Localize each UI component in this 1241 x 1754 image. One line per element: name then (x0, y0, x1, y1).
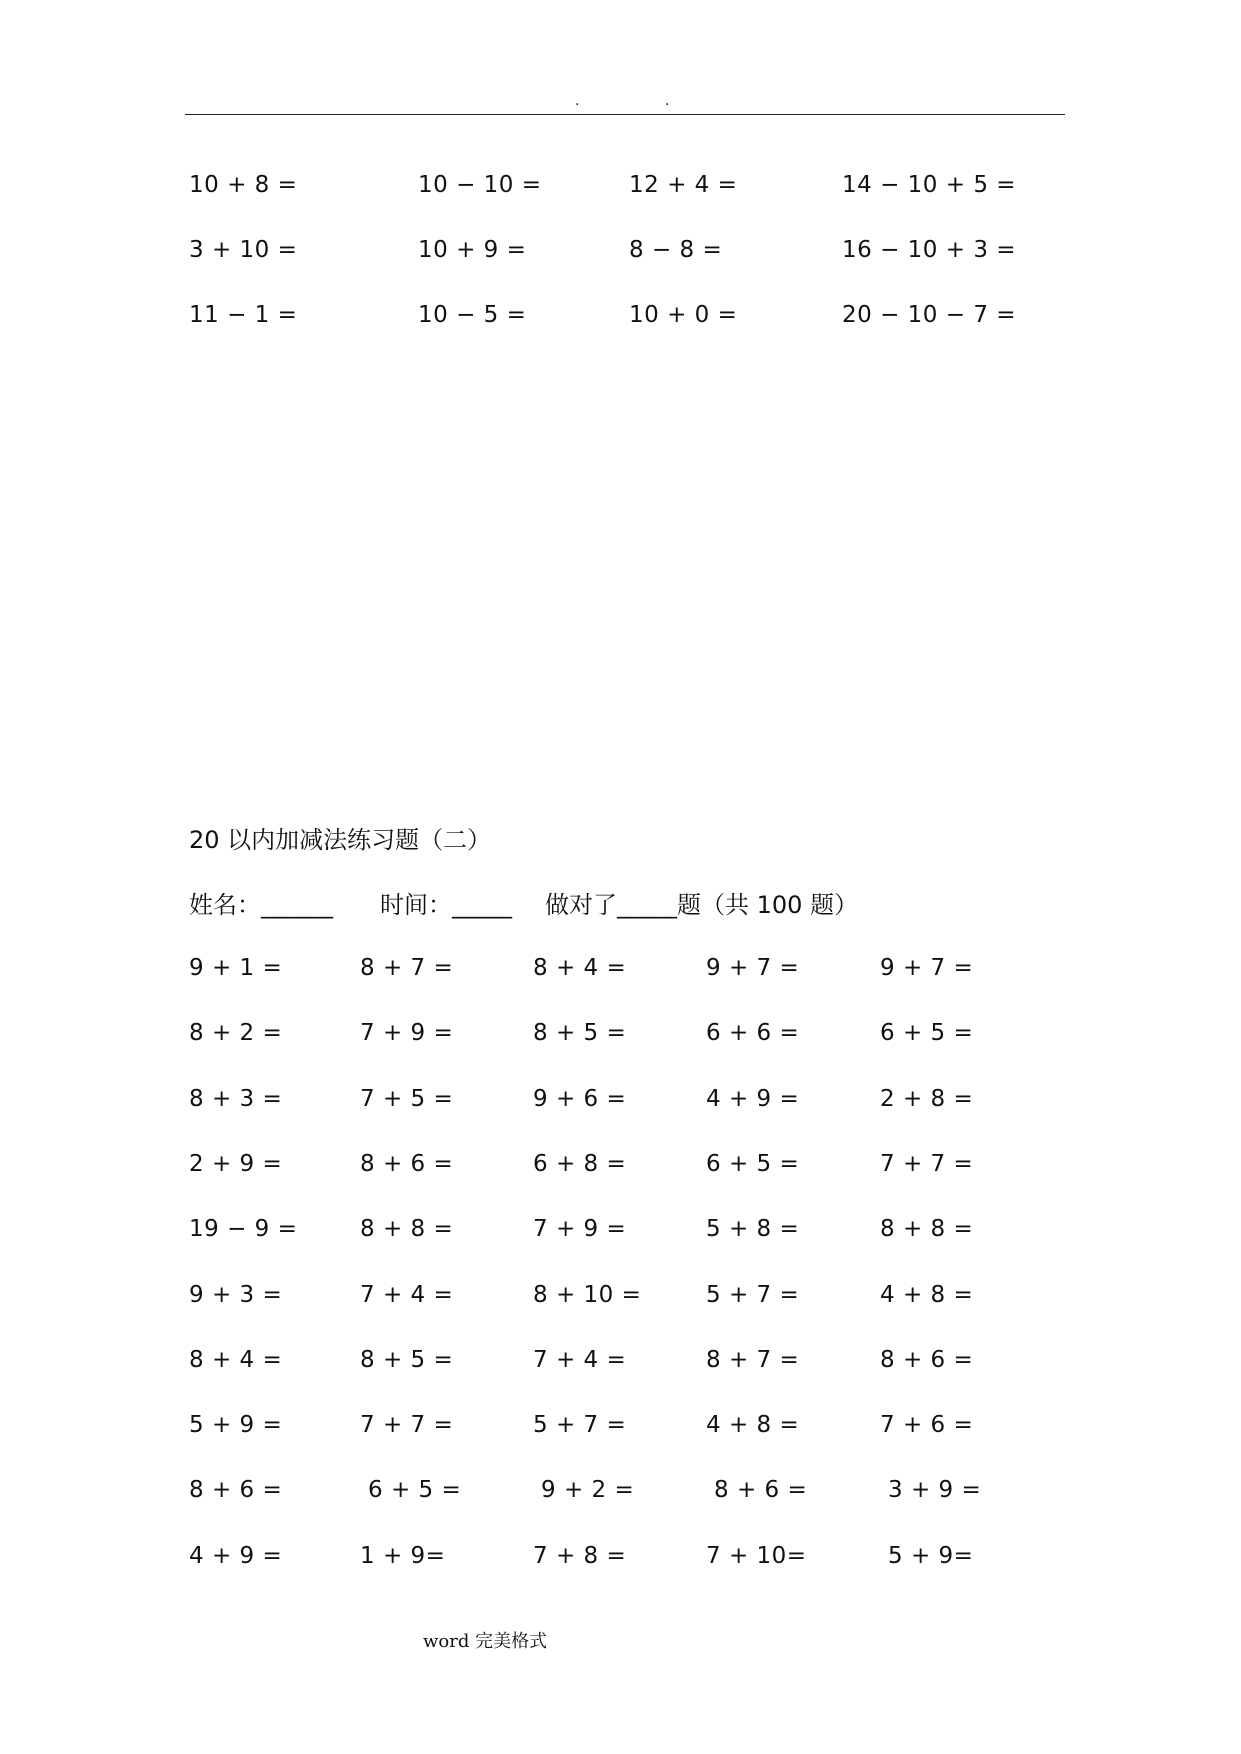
math-problem: 6 + 5 = (880, 1020, 974, 1047)
math-problem: 10 − 10 = (418, 172, 542, 198)
math-problem: 7 + 7 = (360, 1412, 454, 1439)
math-problem: 7 + 4 = (533, 1346, 627, 1373)
math-problem: 20 − 10 − 7 = (842, 302, 1017, 328)
math-problem: 7 + 10= (706, 1542, 807, 1569)
math-problem: 8 − 8 = (629, 237, 723, 263)
header-dot-left: . (575, 93, 580, 109)
header-rule (185, 114, 1065, 115)
math-problem: 8 + 2 = (189, 1020, 283, 1047)
time-field-label: 时间：_____ (380, 891, 512, 919)
math-problem: 8 + 8 = (880, 1216, 974, 1243)
math-problem: 6 + 8 = (533, 1150, 627, 1177)
math-problem: 9 + 3 = (189, 1281, 283, 1308)
footer-text: word 完美格式 (423, 1631, 548, 1652)
math-problem: 7 + 7 = (880, 1150, 974, 1177)
math-problem: 8 + 4 = (533, 955, 627, 981)
header-dot-right: . (665, 93, 670, 109)
math-problem: 9 + 7 = (880, 955, 974, 981)
math-problem: 4 + 9 = (189, 1542, 283, 1569)
math-problem: 8 + 6 = (360, 1150, 454, 1177)
math-problem: 3 + 9 = (888, 1477, 982, 1504)
math-problem: 10 − 5 = (418, 302, 527, 328)
math-problem: 8 + 4 = (189, 1346, 283, 1373)
math-problem: 7 + 8 = (533, 1542, 627, 1569)
math-problem: 2 + 8 = (880, 1085, 974, 1112)
math-problem: 9 + 7 = (706, 955, 800, 981)
math-problem: 11 − 1 = (189, 302, 298, 328)
math-problem: 10 + 9 = (418, 237, 527, 263)
math-problem: 7 + 4 = (360, 1281, 454, 1308)
math-problem: 7 + 6 = (880, 1412, 974, 1439)
math-problem: 8 + 5 = (360, 1346, 454, 1373)
math-problem: 3 + 10 = (189, 237, 298, 263)
section2-title: 20 以内加减法练习题（二） (189, 826, 492, 854)
math-problem: 8 + 6 = (714, 1477, 808, 1504)
math-problem: 9 + 1 = (189, 955, 283, 981)
math-problem: 5 + 8 = (706, 1216, 800, 1243)
math-problem: 8 + 5 = (533, 1020, 627, 1047)
math-problem: 12 + 4 = (629, 172, 738, 198)
math-problem: 8 + 7 = (706, 1346, 800, 1373)
math-problem: 1 + 9= (360, 1542, 446, 1569)
math-problem: 6 + 5 = (368, 1477, 462, 1504)
math-problem: 14 − 10 + 5 = (842, 172, 1017, 198)
math-problem: 7 + 9 = (360, 1020, 454, 1047)
math-problem: 6 + 5 = (706, 1150, 800, 1177)
math-problem: 5 + 7 = (533, 1412, 627, 1439)
name-field-label: 姓名：______ (189, 891, 333, 919)
math-problem: 2 + 9 = (189, 1150, 283, 1177)
math-problem: 8 + 3 = (189, 1085, 283, 1112)
math-problem: 6 + 6 = (706, 1020, 800, 1047)
math-problem: 5 + 7 = (706, 1281, 800, 1308)
math-problem: 7 + 5 = (360, 1085, 454, 1112)
math-problem: 4 + 8 = (880, 1281, 974, 1308)
math-problem: 16 − 10 + 3 = (842, 237, 1017, 263)
math-problem: 4 + 9 = (706, 1085, 800, 1112)
score-field-label: 做对了_____题（共 100 题） (545, 891, 859, 919)
math-problem: 5 + 9= (888, 1542, 974, 1569)
math-problem: 19 − 9 = (189, 1216, 298, 1243)
math-problem: 9 + 6 = (533, 1085, 627, 1112)
math-problem: 5 + 9 = (189, 1412, 283, 1439)
math-problem: 7 + 9 = (533, 1216, 627, 1243)
math-problem: 8 + 10 = (533, 1281, 642, 1308)
math-problem: 10 + 0 = (629, 302, 738, 328)
math-problem: 8 + 8 = (360, 1216, 454, 1243)
math-problem: 8 + 6 = (189, 1477, 283, 1504)
math-problem: 10 + 8 = (189, 172, 298, 198)
math-problem: 8 + 6 = (880, 1346, 974, 1373)
math-problem: 4 + 8 = (706, 1412, 800, 1439)
math-problem: 9 + 2 = (541, 1477, 635, 1504)
math-problem: 8 + 7 = (360, 955, 454, 981)
